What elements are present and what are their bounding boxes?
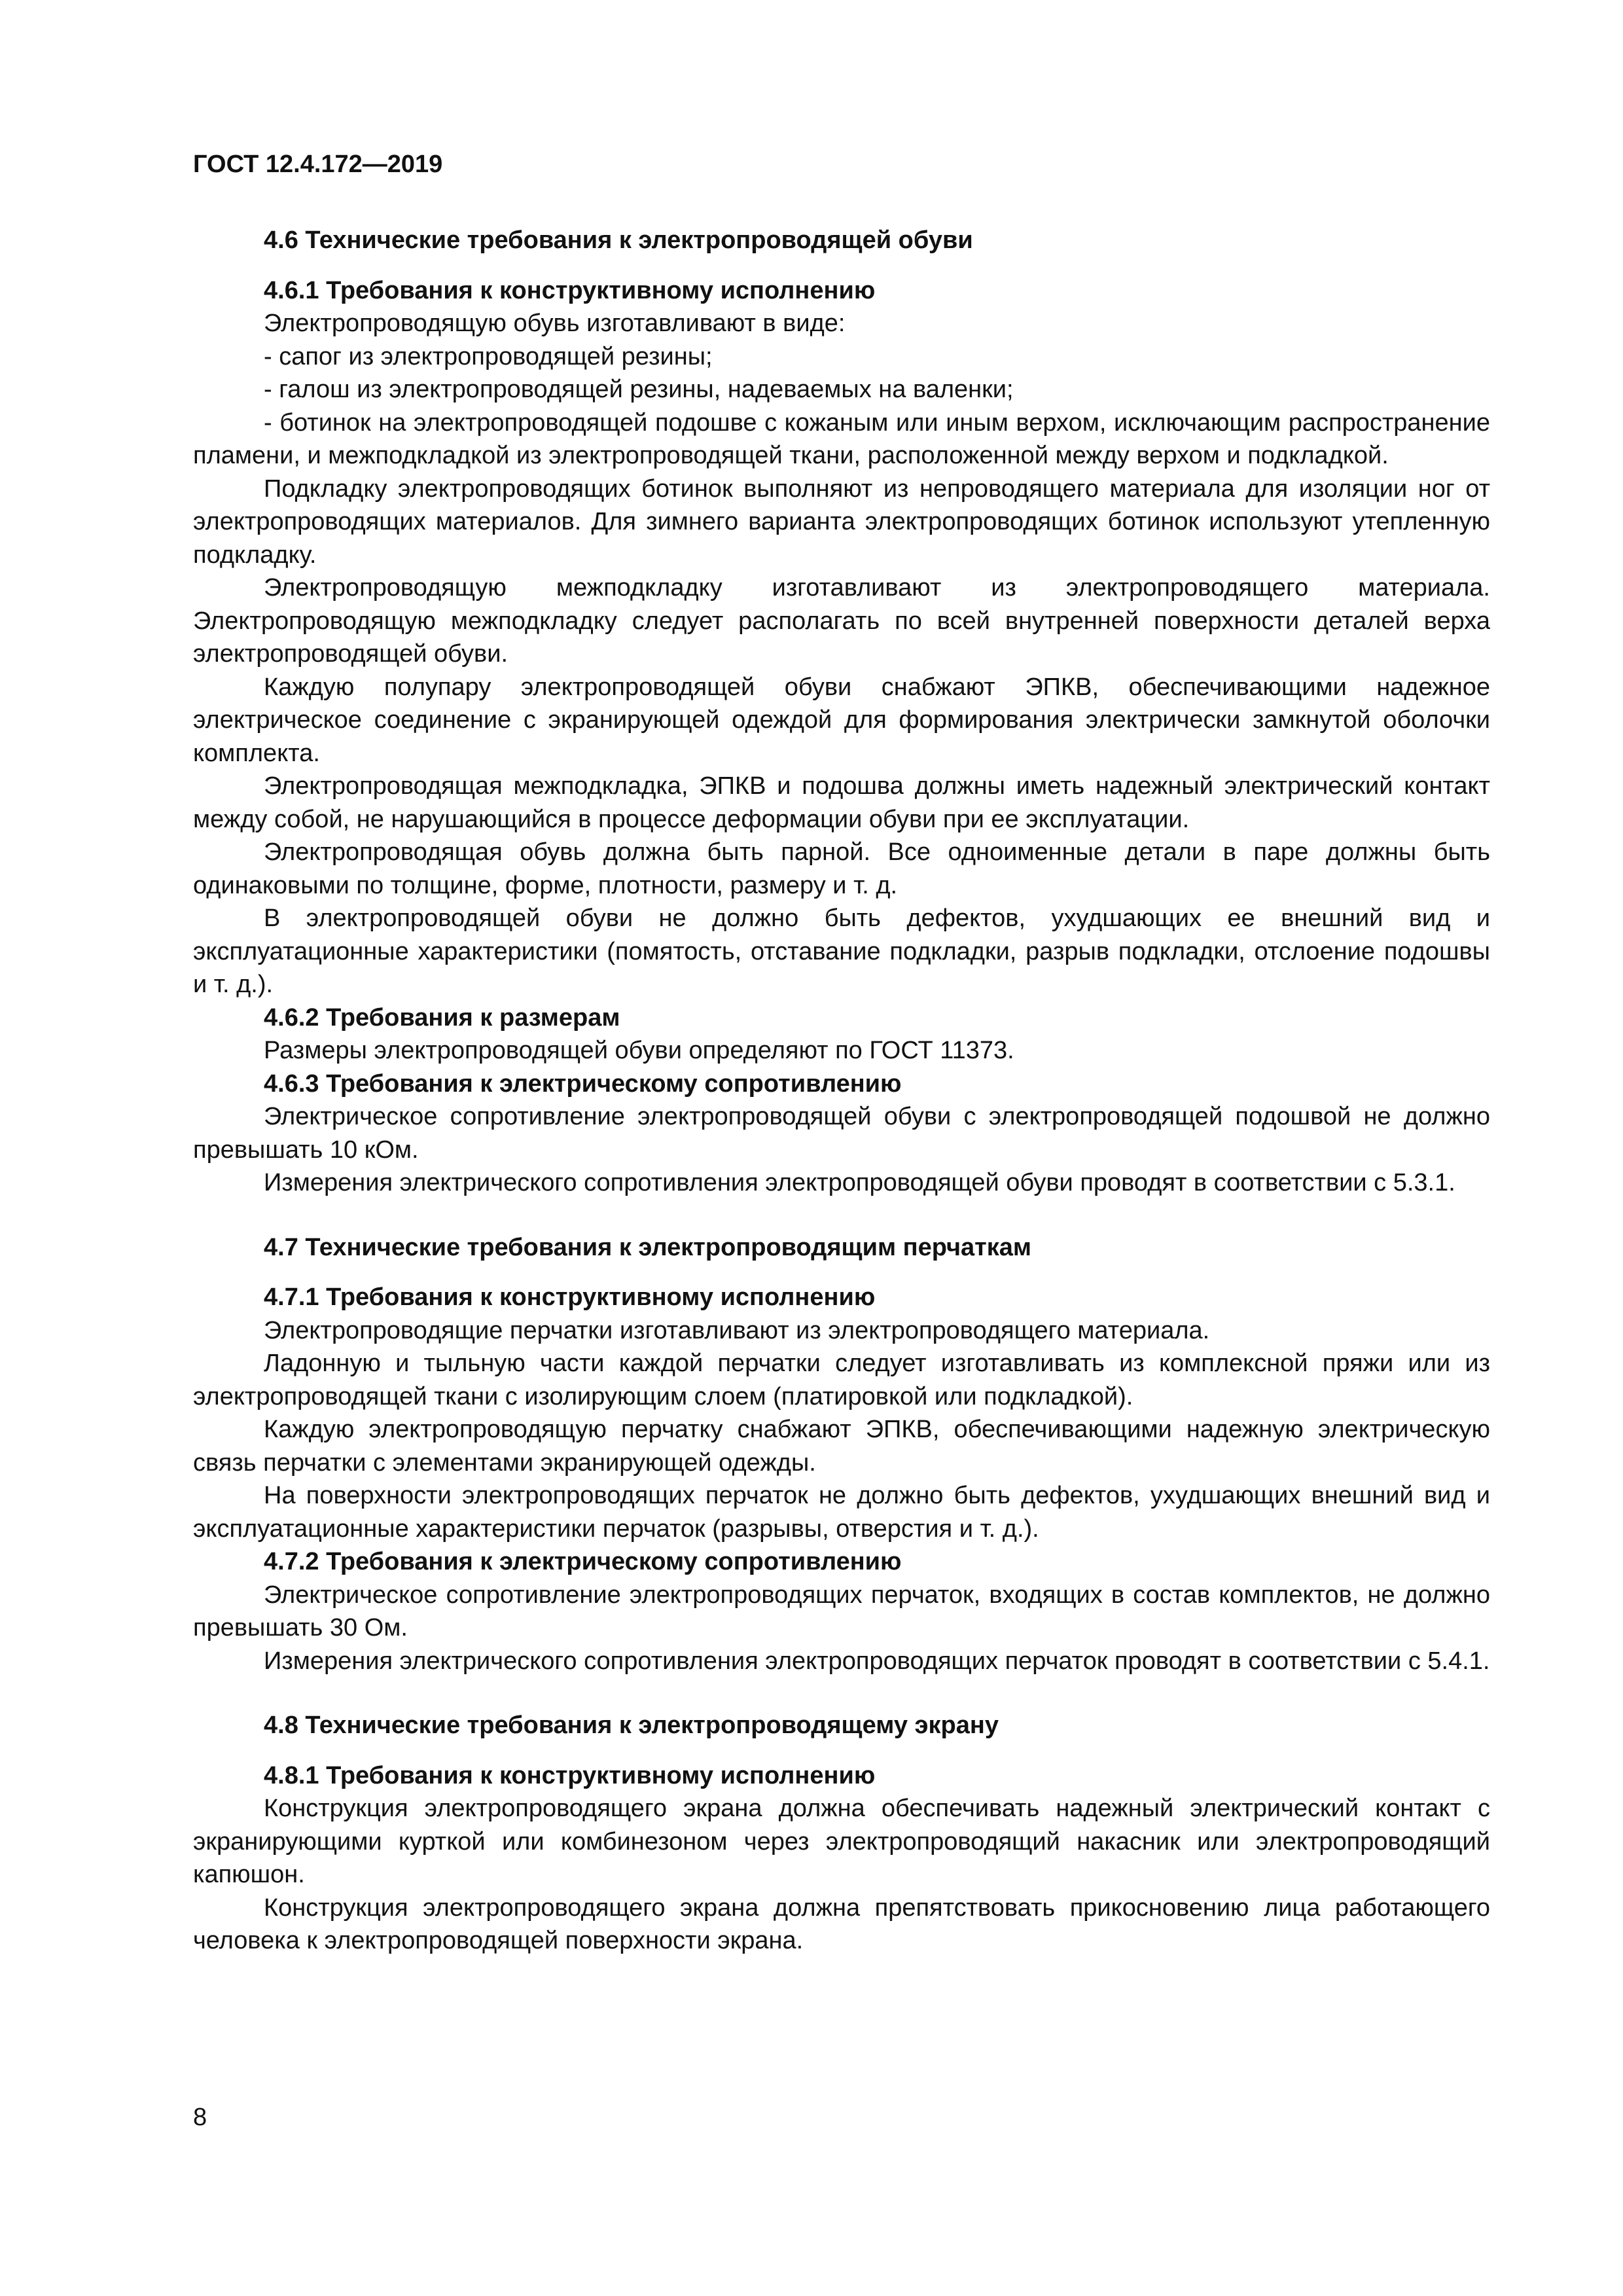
paragraph: Электропроводящая межподкладка, ЭПКВ и подошва должны иметь надежный электрический контакт между собой, не нарушающийся в процессе деформации обуви при ее эксплуатации. (193, 772, 1490, 833)
paragraph: На поверхности электропроводящих перчаток не должно быть дефектов, ухудшающих внешний вид и эксплуатационные характеристики перчаток (разрывы, отверстия и т. д.). (193, 1482, 1490, 1543)
page-number: 8 (193, 2104, 207, 2131)
subsection-heading: 4.6.2 Требования к размерам (264, 1003, 620, 1031)
list-item: - галош из электропроводящей резины, надеваемых на валенки; (264, 376, 1014, 403)
subsection-heading: 4.6.1 Требования к конструктивному исполнению (264, 276, 876, 304)
paragraph: Ладонную и тыльную части каждой перчатки следует изготавливать из комплексной пряжи или из электропроводящей ткани с изолирующим слоем (платировкой или подкладкой). (193, 1350, 1490, 1410)
paragraph: Конструкция электропроводящего экрана должна препятствовать прикосновению лица работающего человека к электропроводящей поверхности экрана. (193, 1893, 1490, 1954)
list-item: - ботинок на электропроводящей подошве с кожаным или иным верхом, исключающим распространение пламени, и межподкладкой из электропроводящей ткани, расположенной между верхом и подкладкой. (193, 408, 1490, 469)
paragraph: Измерения электрического сопротивления электропроводящей обуви проводят в соответствии с 5.3.1. (264, 1169, 1455, 1196)
paragraph: Конструкция электропроводящего экрана должна обеспечивать надежный электрический контакт с экранирующими курткой или комбинезоном через электропроводящий накасник или электропроводящий капюшон. (193, 1795, 1490, 1888)
paragraph: Подкладку электропроводящих ботинок выполняют из непроводящего материала для изоляции ног от электропроводящих материалов. Для зимнего варианта электропроводящих ботинок используют утепленную подкладку. (193, 475, 1490, 569)
paragraph: Электрическое сопротивление электропроводящей обуви с электропроводящей подошвой не должно превышать 10 кОм. (193, 1103, 1490, 1164)
paragraph: В электропроводящей обуви не должно быть дефектов, ухудшающих ее внешний вид и эксплуатационные характеристики (помятость, отставание подкладки, разрыв подкладки, отслоение подошвы и т. д.). (193, 905, 1490, 998)
paragraph: Электропроводящие перчатки изготавливают из электропроводящего материала. (264, 1316, 1210, 1344)
paragraph: Электропроводящую обувь изготавливают в виде: (264, 310, 846, 337)
document-body (193, 224, 1490, 1958)
paragraph: Размеры электропроводящей обуви определяют по ГОСТ 11373. (264, 1037, 1014, 1064)
subsection-heading: 4.8.1 Требования к конструктивному исполнению (264, 1761, 876, 1789)
list-item: - сапог из электропроводящей резины; (264, 342, 713, 370)
subsection-heading: 4.7.2 Требования к электрическому сопротивлению (264, 1548, 902, 1575)
paragraph: Каждую полупару электропроводящей обуви снабжают ЭПКВ, обеспечивающими надежное электрическое соединение с экранирующей одеждой для формирования электрически замкнутой оболочки комплекта. (193, 673, 1490, 767)
document-page (193, 0, 1490, 2296)
section-heading: 4.8 Технические требования к электропроводящему экрану (264, 1712, 999, 1739)
paragraph: Каждую электропроводящую перчатку снабжают ЭПКВ, обеспечивающими надежную электрическую связь перчатки с элементами экранирующей одежды. (193, 1416, 1490, 1477)
paragraph: Электропроводящая обувь должна быть парной. Все одноименные детали в паре должны быть одинаковыми по толщине, форме, плотности, размеру и т. д. (193, 838, 1490, 899)
paragraph: Измерения электрического сопротивления электропроводящих перчаток проводят в соответствии с 5.4.1. (264, 1647, 1490, 1675)
document-header: ГОСТ 12.4.172—2019 (193, 151, 443, 178)
subsection-heading: 4.7.1 Требования к конструктивному исполнению (264, 1283, 876, 1311)
subsection-heading: 4.6.3 Требования к электрическому сопротивлению (264, 1069, 902, 1098)
section-heading: 4.6 Технические требования к электропроводящей обуви (264, 226, 973, 254)
paragraph: Электрическое сопротивление электропроводящих перчаток, входящих в состав комплектов, не должно превышать 30 Ом. (193, 1581, 1490, 1641)
section-heading: 4.7 Технические требования к электропроводящим перчаткам (264, 1233, 1032, 1261)
paragraph: Электропроводящую межподкладку изготавливают из электропроводящего материала. Электропроводящую межподкладку следует располагать по всей внутренней поверхности деталей верха электропроводящей обуви. (193, 574, 1490, 668)
